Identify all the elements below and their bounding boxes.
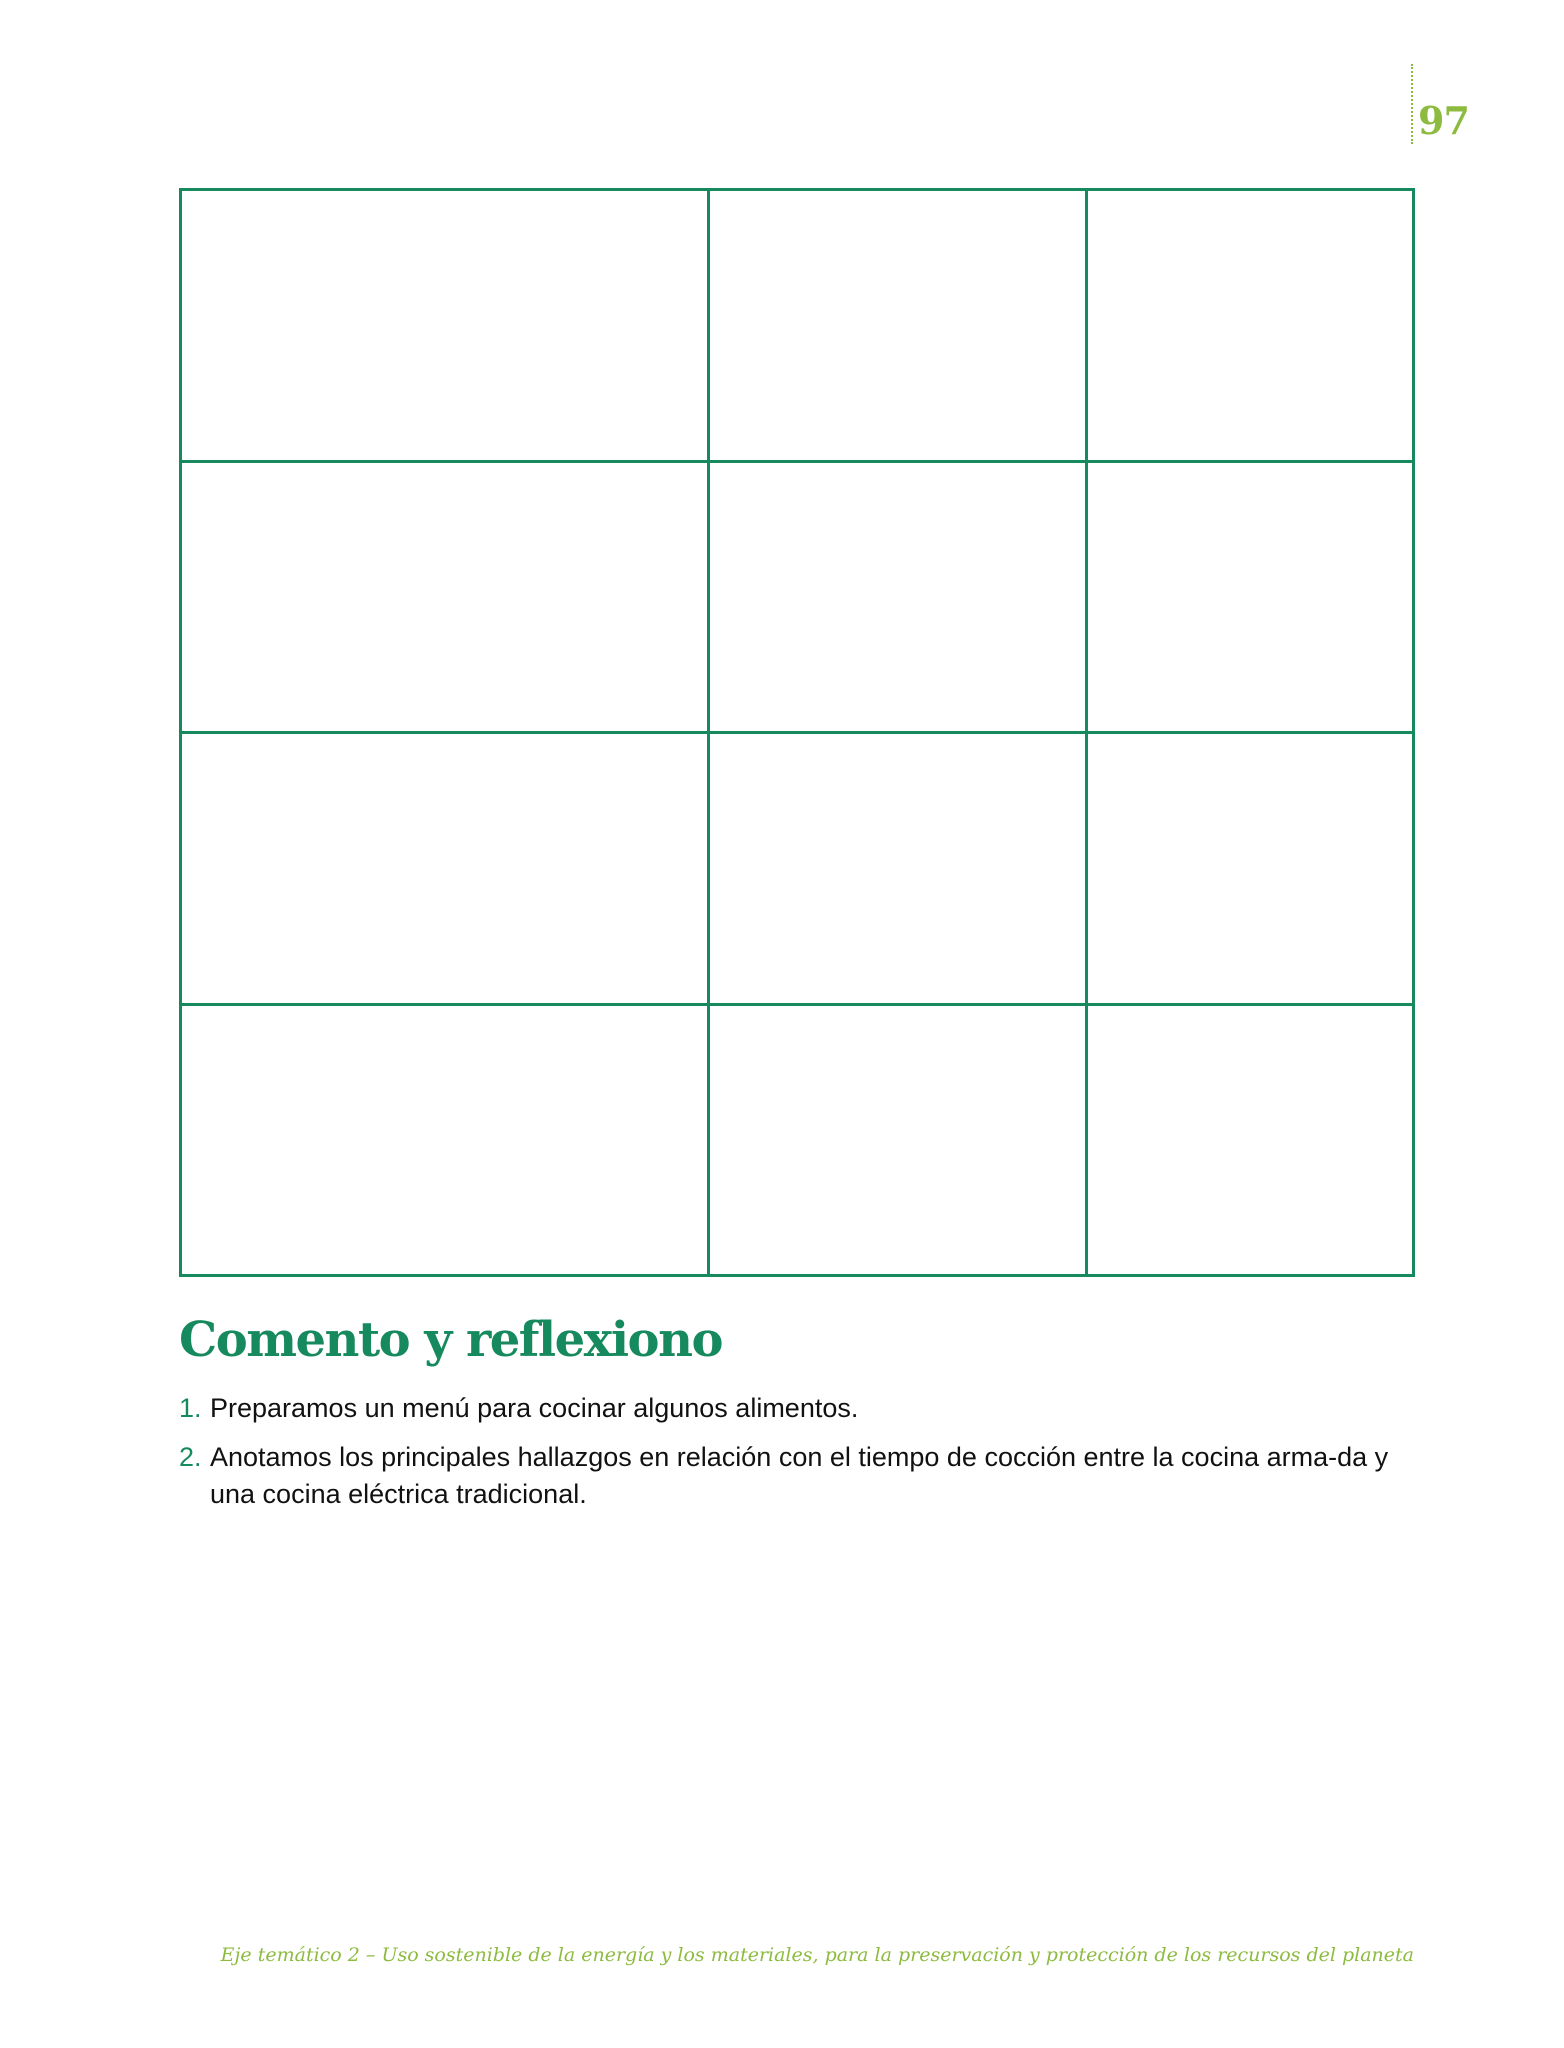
table-cell[interactable] — [1087, 461, 1414, 733]
table-cell[interactable] — [709, 190, 1087, 462]
question-list — [179, 1390, 1419, 1525]
blank-grid-table — [179, 188, 1415, 1277]
page-number: 97 — [1418, 98, 1469, 143]
question-number: 2. — [179, 1442, 202, 1472]
table-row — [181, 733, 1414, 1005]
table-row — [181, 1004, 1414, 1276]
footer-running-title: Eje temático 2 – Uso sostenible de la energía y los materiales, para la preservación y protección de los recursos del planeta — [220, 1944, 1414, 1966]
table-cell[interactable] — [1087, 190, 1414, 462]
table-cell[interactable] — [181, 1004, 709, 1276]
page-number-rule — [1411, 64, 1413, 144]
table-row — [181, 190, 1414, 462]
question-text: Anotamos los principales hallazgos en relación con el tiempo de cocción entre la cocina arma-da y una cocina eléctrica tradicional. — [210, 1442, 1389, 1509]
table-cell[interactable] — [181, 461, 709, 733]
table-cell[interactable] — [709, 1004, 1087, 1276]
question-text: Preparamos un menú para cocinar algunos alimentos. — [210, 1393, 859, 1423]
table-cell[interactable] — [181, 733, 709, 1005]
table-cell[interactable] — [709, 461, 1087, 733]
table-cell[interactable] — [709, 733, 1087, 1005]
question-item — [179, 1390, 1419, 1427]
table-cell[interactable] — [181, 190, 709, 462]
question-number: 1. — [179, 1393, 202, 1423]
table-cell[interactable] — [1087, 733, 1414, 1005]
question-item — [179, 1439, 1419, 1513]
table-row — [181, 461, 1414, 733]
table-cell[interactable] — [1087, 1004, 1414, 1276]
section-title: Comento y reflexiono — [179, 1312, 722, 1368]
